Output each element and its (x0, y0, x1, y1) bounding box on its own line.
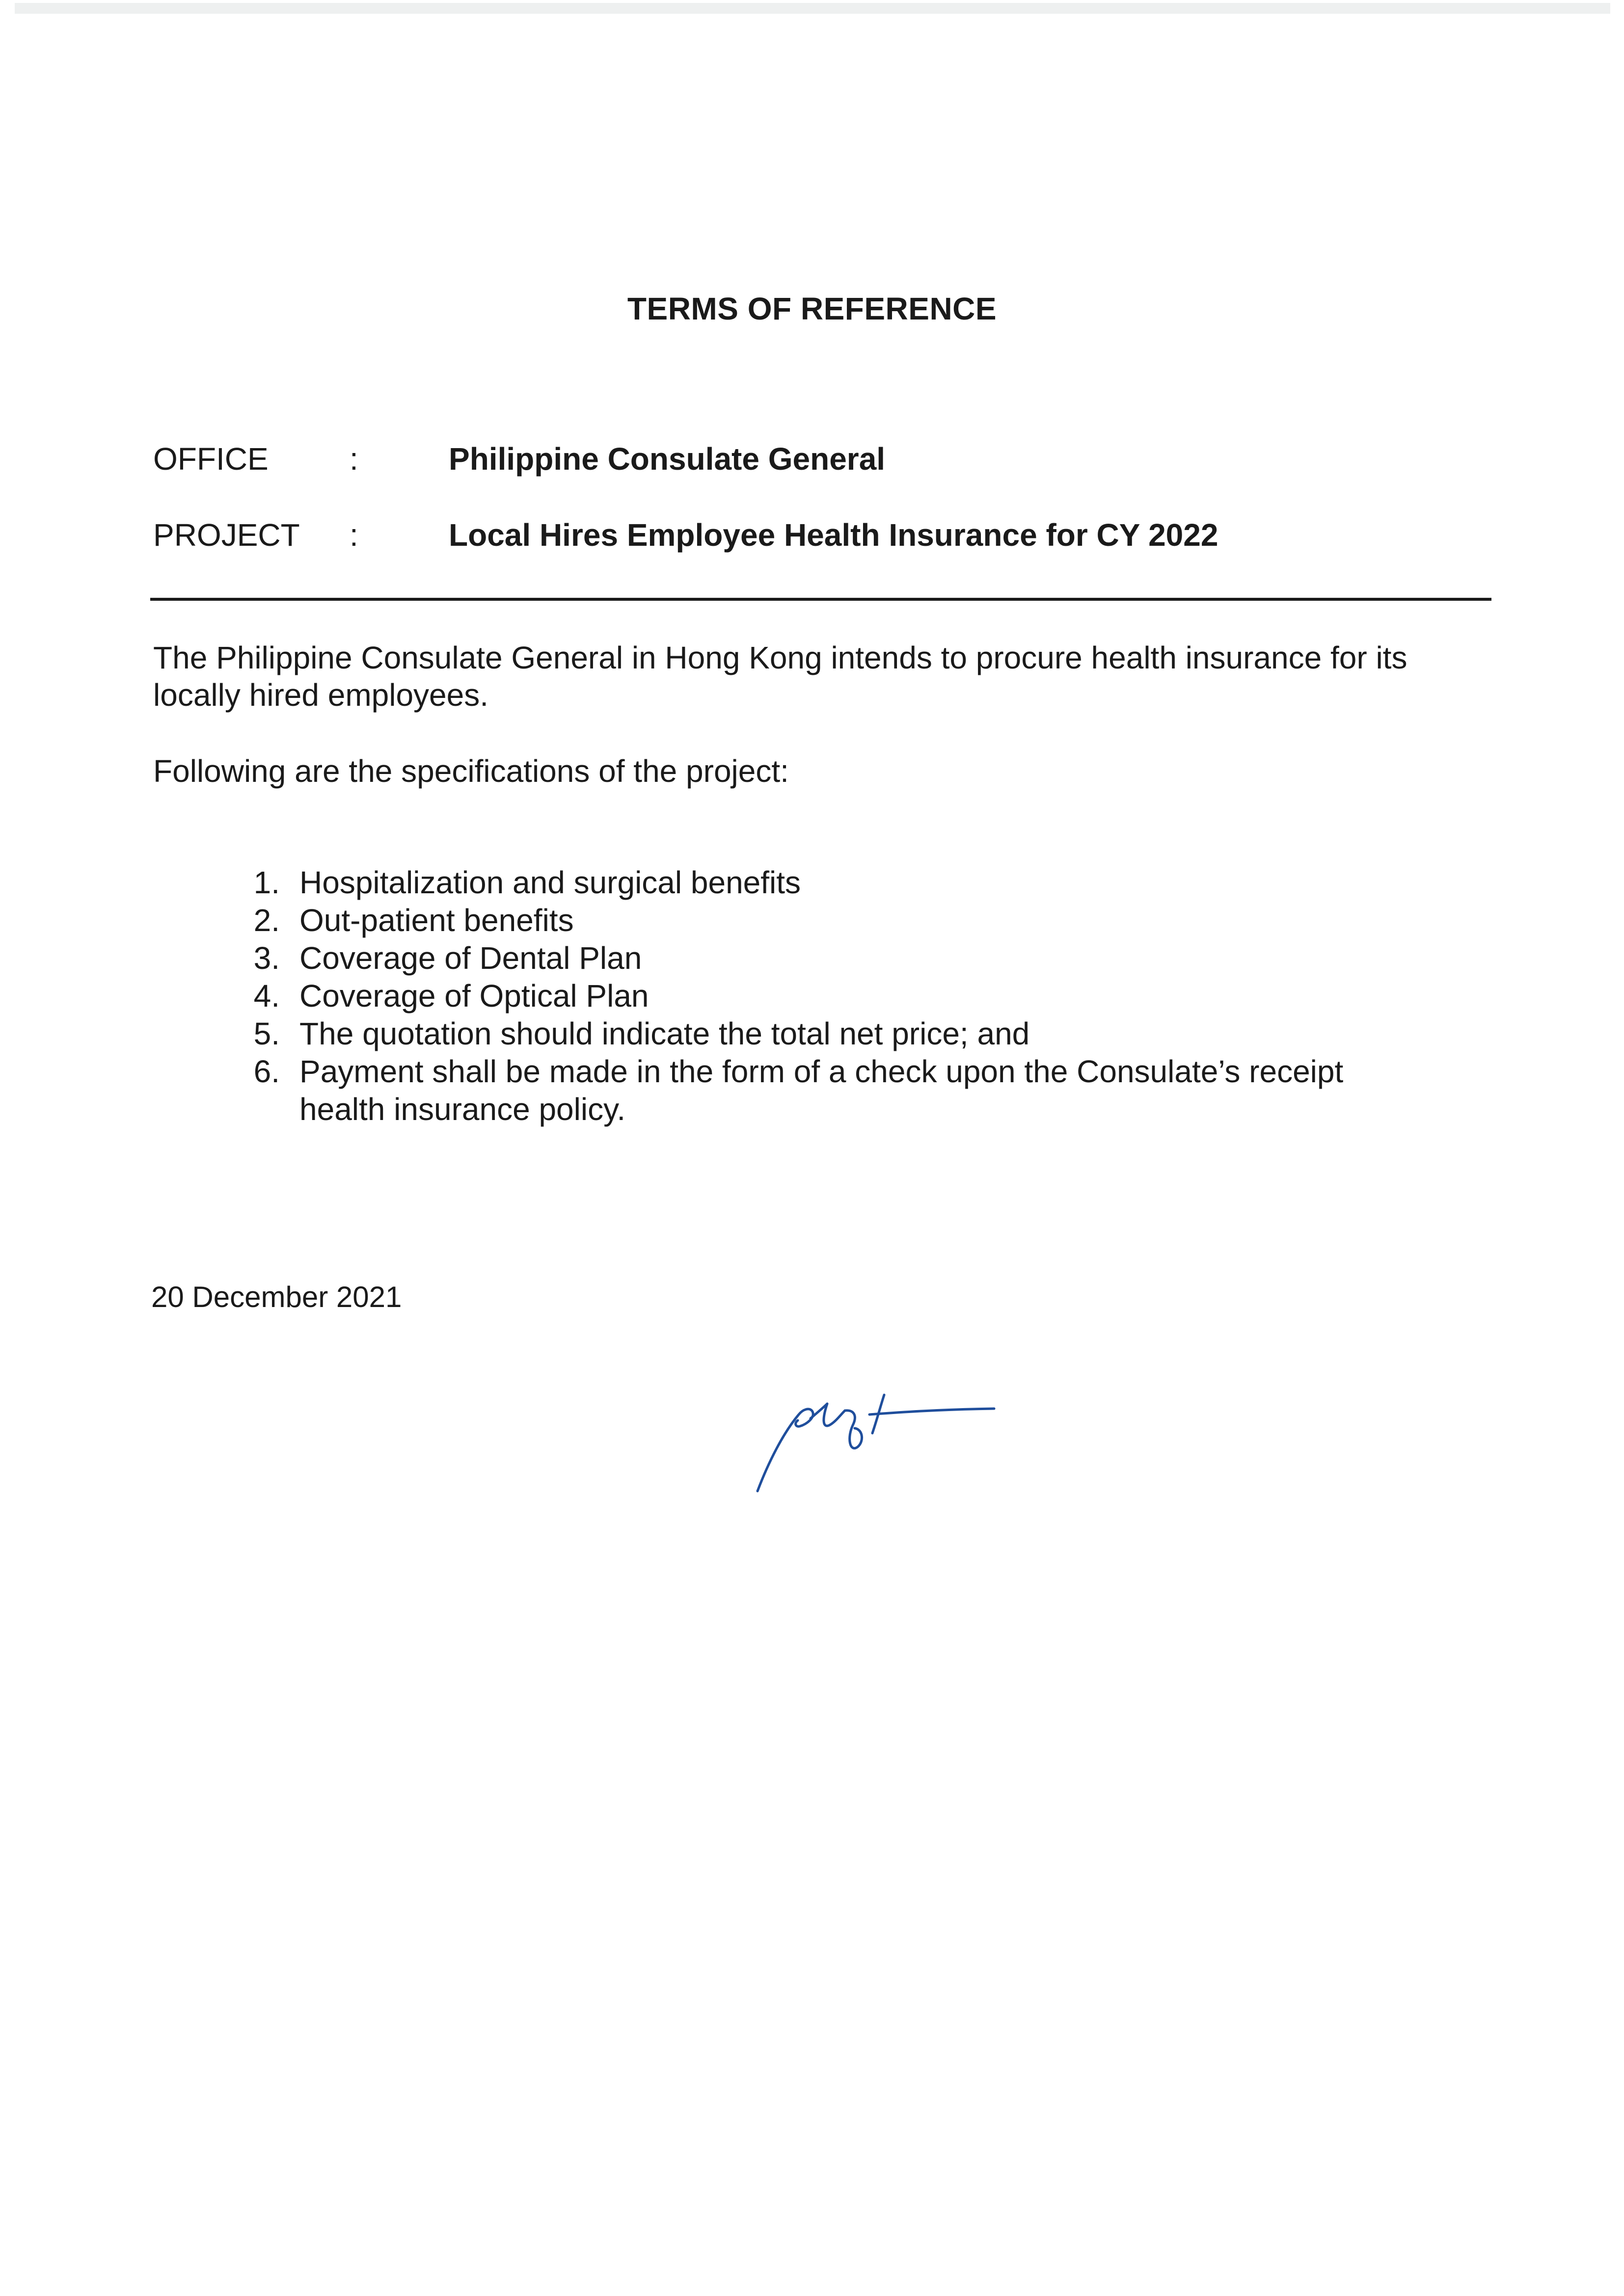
list-item (241, 977, 1468, 1015)
list-item (241, 902, 1468, 939)
office-value: Philippine Consulate General (449, 441, 886, 477)
list-item-text: The quotation should indicate the total net price; and (299, 1016, 1030, 1051)
document-title: TERMS OF REFERENCE (627, 291, 997, 326)
list-item-text: Out-patient benefits (299, 903, 574, 938)
intro-line-1: The Philippine Consulate General in Hong Kong intends to procure health insurance for its (153, 640, 1407, 675)
list-item (241, 864, 1468, 902)
list-item-number: 1. (253, 865, 280, 900)
document-date: 20 December 2021 (151, 1281, 402, 1313)
intro-paragraph (153, 639, 1508, 714)
list-item-number: 3. (253, 940, 280, 976)
scan-edge (15, 3, 1610, 14)
list-item-text-line-1: Payment shall be made in the form of a check upon the Consulate’s receipt (299, 1054, 1344, 1089)
office-label: OFFICE (153, 441, 269, 477)
list-item (241, 1015, 1468, 1053)
list-item-text: Coverage of Optical Plan (299, 978, 649, 1014)
list-item (241, 1053, 1468, 1128)
project-label: PROJECT (153, 517, 300, 553)
list-item-number: 5. (253, 1016, 280, 1051)
intro-line-2: locally hired employees. (153, 677, 488, 713)
project-row (153, 517, 1508, 561)
list-item-text-line-2: health insurance policy. (299, 1092, 626, 1127)
list-item-number: 4. (253, 978, 280, 1014)
list-item-text: Hospitalization and surgical benefits (299, 865, 801, 900)
project-value: Local Hires Employee Health Insurance for CY 2022 (449, 517, 1218, 553)
specs-heading: Following are the specifications of the project: (153, 753, 789, 789)
office-row (153, 441, 1508, 485)
office-colon: : (350, 441, 358, 477)
list-item-number: 2. (253, 903, 280, 938)
project-colon: : (350, 517, 358, 553)
header-divider (150, 598, 1491, 601)
specifications-list (241, 864, 1468, 1128)
list-item-number: 6. (253, 1054, 280, 1089)
signature-icon (749, 1384, 1014, 1497)
list-item-text: Coverage of Dental Plan (299, 940, 642, 976)
list-item (241, 939, 1468, 977)
